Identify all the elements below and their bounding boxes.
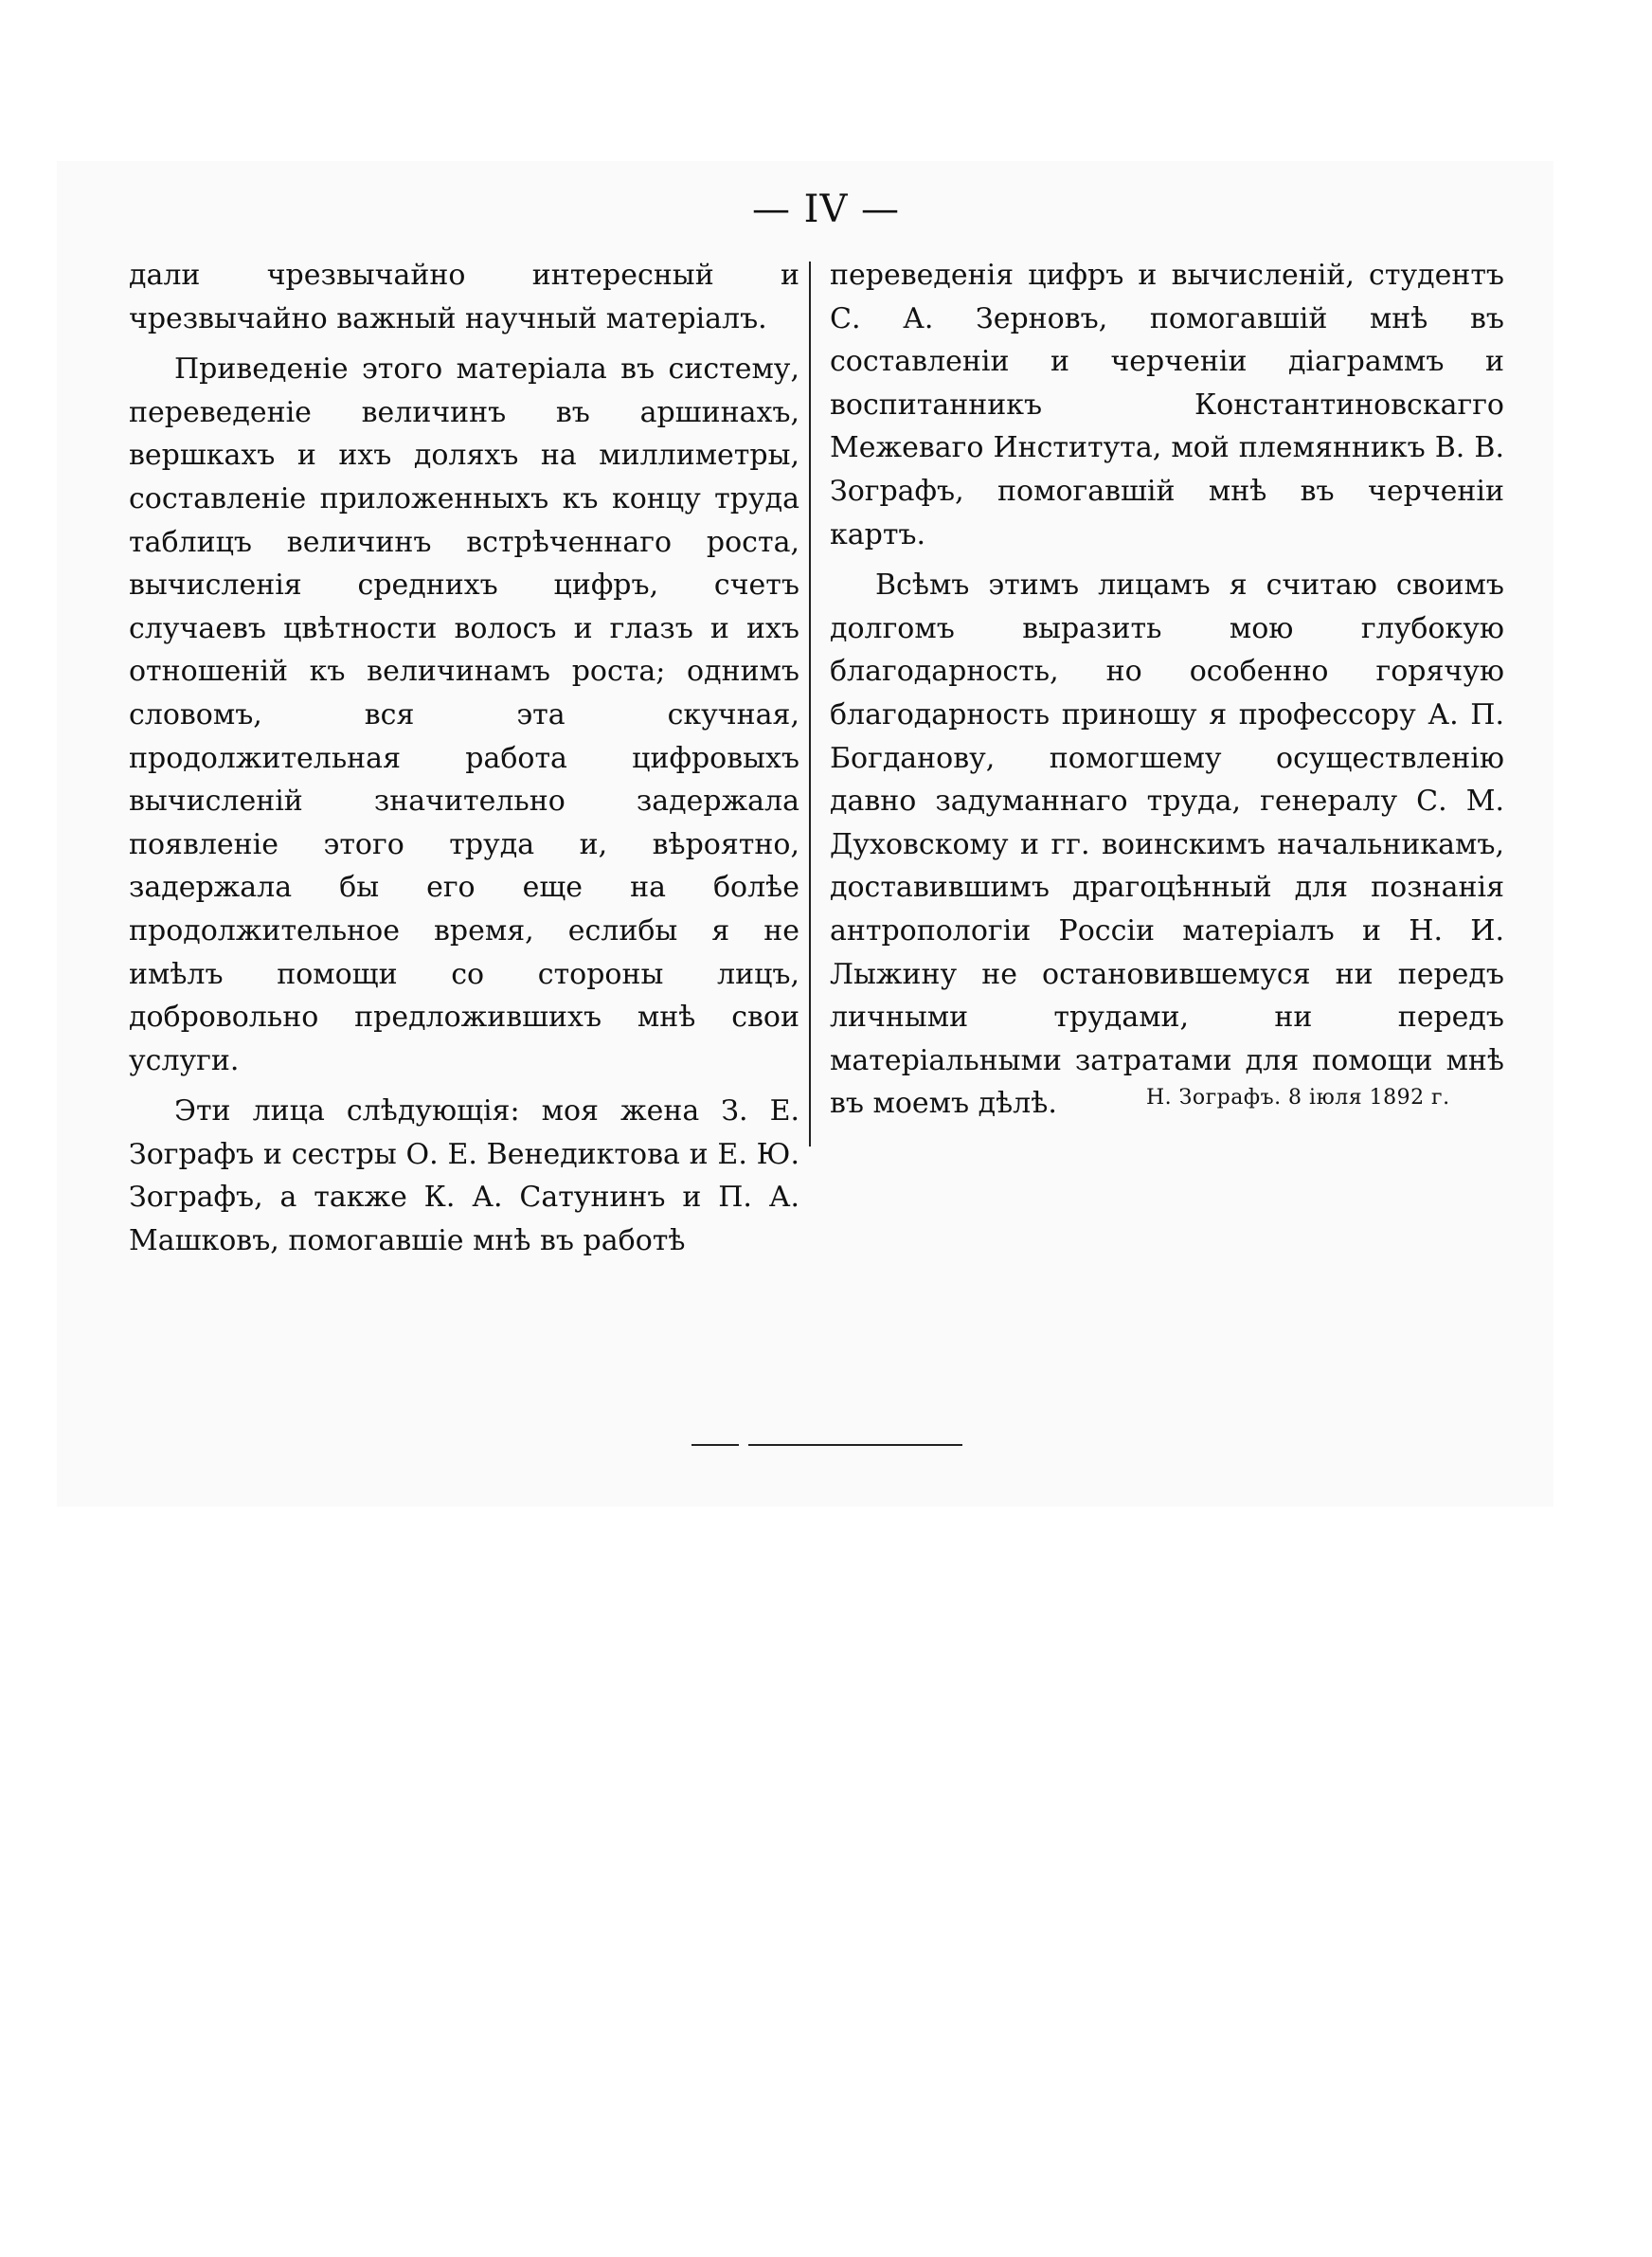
end-rule-long: [748, 1444, 962, 1446]
left-text-column: [129, 254, 799, 1263]
page-number: — IV —: [751, 188, 901, 231]
signature-date: Н. Зографъ. 8 іюля 1892 г.: [1146, 1086, 1450, 1110]
column-divider: [809, 262, 811, 1147]
paragraph: Приведеніе этого матеріала въ систему, переведеніе величинъ въ аршинахъ, вершкахъ и ихъ доляхъ на миллиметры, составленіе приложенныхъ къ концу труда таблицъ величинъ встрѣченнаго роста, вычисленія среднихъ цифръ, счетъ случаевъ цвѣтности волосъ и глазъ и ихъ отношеній къ величинамъ роста; однимъ словомъ, вся эта скучная, продолжительная работа цифровыхъ вычисленій значительно задержала появленіе этого труда и, вѣроятно, задержала бы его еще на болѣе продолжительное время, еслибы я не имѣлъ помощи со стороны лицъ, добровольно предложившихъ мнѣ свои услуги.: [129, 352, 799, 1077]
end-rule-short: [691, 1444, 739, 1446]
paragraph-continuation: дали чрезвычайно интересный и чрезвычайно важный научный матеріалъ.: [129, 259, 799, 335]
right-text-column: [830, 254, 1504, 1126]
paragraph: Эти лица слѣдующія: моя жена З. Е. Зографъ и сестры О. Е. Венедиктова и Е. Ю. Зографъ, а также К. А. Сатунинъ и П. А. Машковъ, помогавшіе мнѣ въ работѣ: [129, 1094, 799, 1258]
paragraph: Всѣмъ этимъ лицамъ я считаю своимъ долгомъ выразить мою глубокую благодарность, но особенно горячую благодарность приношу я профессору А. П. Богданову, помогшему осуществленію давно задуманнаго труда, генералу С. М. Духовскому и гг. воинскимъ начальникамъ, доставившимъ драгоцѣнный для познанія антропологіи Россіи матеріалъ и Н. И. Лыжину не остановившемуся ни передъ личными трудами, ни передъ матеріальными затратами для помощи мнѣ въ моемъ дѣлѣ.: [830, 569, 1504, 1121]
paragraph-continuation: переведенія цифръ и вычисленій, студентъ С. А. Зерновъ, помогавшій мнѣ въ составленіи и черченіи діаграммъ и воспитанникъ Константиновскагго Межеваго Института, мой племянникъ В. В. Зографъ, помогавшій мнѣ въ черченіи картъ.: [830, 259, 1504, 551]
